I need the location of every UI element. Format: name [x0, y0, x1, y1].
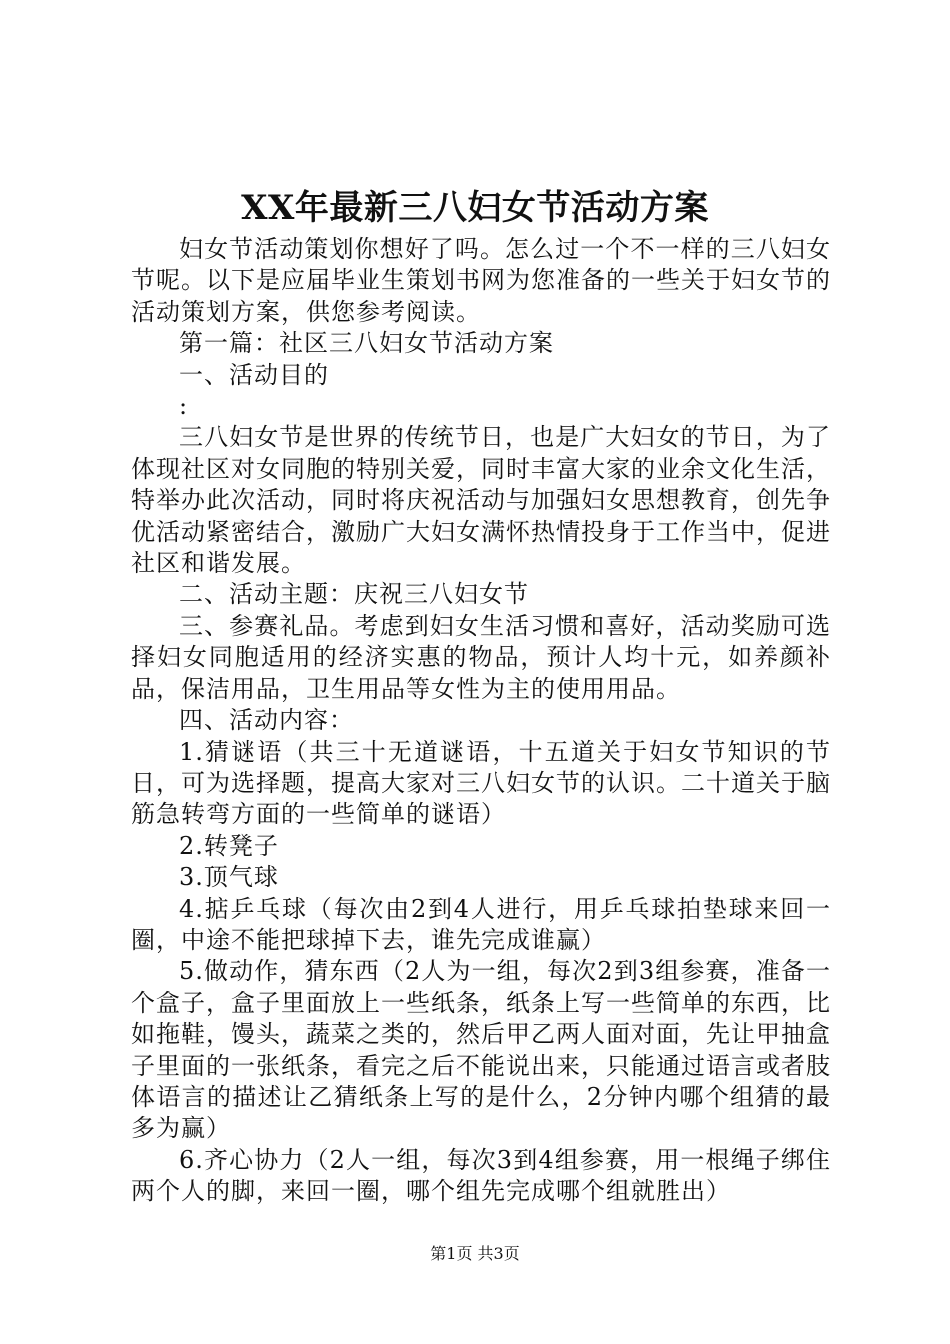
subsection-heading-content: 四、活动内容： [179, 706, 354, 735]
purpose-paragraph: 三八妇女节是世界的传统节日，也是广大妇女的节日，为了体现社区对女同胞的特别关爱，同时丰富大家的业余文化生活，特举办此次活动，同时将庆祝活动与加强妇女思想教育，创先争优活动紧密结合，激励广大妇女满怀热情投身于工作当中，促进社区和谐发展。 [131, 423, 831, 578]
subsection-heading-theme: 二、活动主题：庆祝三八妇女节 [179, 580, 529, 609]
list-item: 2.转凳子 [179, 831, 279, 860]
list-item: 6.齐心协力（2人一组，每次3到4组参赛，用一根绳子绑住两个人的脚，来回一圈，哪个组先完成哪个组就胜出） [131, 1145, 831, 1206]
section-heading: 第一篇：社区三八妇女节活动方案 [179, 329, 554, 358]
list-item: 1.猜谜语（共三十无道谜语，十五道关于妇女节知识的节日，可为选择题，提高大家对三八妇女节的认识。二十道关于脑筋急转弯方面的一些简单的谜语） [131, 737, 831, 829]
list-item: 5.做动作，猜东西（2人为一组，每次2到3组参赛，准备一个盒子，盒子里面放上一些纸条，纸条上写一些简单的东西，比如拖鞋，馒头，蔬菜之类的，然后甲乙两人面对面，先让甲抽盒子里面的一张纸条，看完之后不能说出来，只能通过语言或者肢体语言的描述让乙猜纸条上写的是什么，2分钟内哪个组猜的最多为赢） [131, 957, 831, 1143]
document-title: XX年最新三八妇女节活动方案 [241, 188, 709, 228]
subsection-heading-purpose: 一、活动目的 [179, 360, 329, 389]
colon-line: : [179, 392, 189, 421]
list-item: 4.掂乒乓球（每次由2到4人进行，用乒乓球拍垫球来回一圈，中途不能把球掉下去，谁先完成谁赢） [131, 894, 831, 954]
list-item: 3.顶气球 [179, 863, 279, 892]
document-body [131, 234, 831, 1208]
intro-paragraph: 妇女节活动策划你想好了吗。怎么过一个不一样的三八妇女节呢。以下是应届毕业生策划书网为您准备的一些关于妇女节的活动策划方案，供您参考阅读。 [131, 235, 831, 326]
page-footer: 第1页 共3页 [430, 1244, 520, 1263]
prizes-paragraph: 三、参赛礼品。考虑到妇女生活习惯和喜好，活动奖励可选择妇女同胞适用的经济实惠的物品，预计人均十元，如养颜补品，保洁用品，卫生用品等女性为主的使用用品。 [131, 611, 831, 703]
